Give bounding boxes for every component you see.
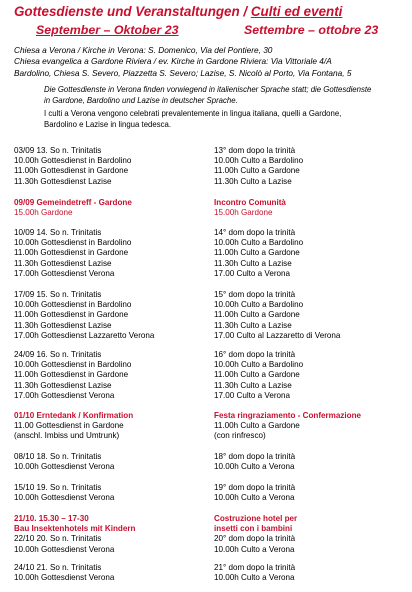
event-line: Bau Insektenhotels mit Kindern bbox=[14, 524, 136, 534]
event-line: 15.00h Gardone bbox=[14, 208, 73, 218]
language-note-german: Die Gottesdienste in Verona finden vorwiegend in italienischer Sprache statt; die Gottesdienste in Gardone, Bardolino und Lazise in deutscher Sprache. bbox=[44, 85, 372, 105]
event-line: 10.00h Gottesdienst Verona bbox=[14, 493, 115, 503]
event-line: 11.30h Gottesdienst Lazise bbox=[14, 258, 112, 268]
event-line: 10.00h Culto a Bardolino bbox=[214, 360, 304, 370]
event-line: 10.00h Culto a Bardolino bbox=[214, 238, 304, 248]
event-block bbox=[214, 411, 361, 442]
event-heading: 13° dom dopo la trinità bbox=[214, 146, 296, 155]
event-line: 11.00h Culto a Gardone bbox=[214, 166, 300, 176]
event-line: 11.00 Gottesdienst in Gardone bbox=[14, 421, 124, 431]
event-line: (con rinfresco) bbox=[214, 431, 266, 441]
event-heading: 03/09 13. So n. Trinitatis bbox=[14, 146, 102, 155]
event-line: 11.30h Culto a Lazise bbox=[214, 380, 292, 390]
event-heading: 17/09 15. So n. Trinitatis bbox=[14, 290, 102, 299]
event-line: 10.00h Gottesdienst in Bardolino bbox=[14, 238, 132, 248]
event-heading: 15/10 19. So n. Trinitatis bbox=[14, 483, 102, 492]
event-block bbox=[14, 228, 131, 279]
event-line: 11.00h Gottesdienst in Gardone bbox=[14, 248, 129, 258]
event-line: 10.00h Gottesdienst Verona bbox=[14, 573, 115, 583]
event-line: 17.00h Gottesdienst Lazzaretto Verona bbox=[14, 330, 155, 340]
event-line: 11.00h Gottesdienst in Gardone bbox=[14, 370, 129, 380]
subtitle-german: September – Oktober 23 bbox=[36, 23, 179, 37]
event-line: 10.00h Gottesdienst in Bardolino bbox=[14, 300, 132, 310]
event-line: 17.00h Gottesdienst Verona bbox=[14, 268, 115, 278]
title-part-german: Gottesdienste und Veranstaltungen / bbox=[14, 4, 251, 19]
event-heading: 15° dom dopo la trinità bbox=[214, 290, 296, 299]
event-line: 11.00h Gottesdienst in Gardone bbox=[14, 166, 129, 176]
event-heading: 08/10 18. So n. Trinitatis bbox=[14, 452, 102, 461]
event-line: 11.00h Culto a Gardone bbox=[214, 248, 300, 258]
event-heading: 24/10 21. So n. Trinitatis bbox=[14, 563, 102, 572]
subtitle-italian: Settembre – ottobre 23 bbox=[244, 23, 379, 37]
event-line: 10.00h Gottesdienst Verona bbox=[14, 544, 115, 554]
event-line: 10.00h Culto a Bardolino bbox=[214, 300, 304, 310]
event-line: (anschl. Imbiss und Umtrunk) bbox=[14, 431, 120, 441]
title-part-italian: Culti ed eventi bbox=[250, 4, 343, 19]
event-heading: 09/09 Gemeindetreff - Gardone bbox=[14, 198, 132, 207]
event-block bbox=[14, 483, 114, 503]
event-line: 11.30h Culto a Lazise bbox=[214, 320, 292, 330]
event-line: 10.00h Gottesdienst Verona bbox=[14, 462, 115, 472]
event-line: 11.30h Culto a Lazise bbox=[214, 258, 292, 268]
event-line: 11.00h Culto a Gardone bbox=[214, 370, 300, 380]
event-heading: 14° dom dopo la trinità bbox=[214, 228, 296, 237]
language-note-italian: I culti a Verona vengono celebrati prevalentemente in lingua italiana, quelli a Gardone, Bardolino e Lazise in lingua tedesca. bbox=[44, 109, 342, 129]
event-line: 10.00h Culto a Verona bbox=[214, 573, 295, 583]
event-heading: Incontro Comunità bbox=[214, 198, 286, 207]
event-line: 22/10 20. So n. Trinitatis bbox=[14, 534, 102, 544]
event-line: 17.00 Culto a Verona bbox=[214, 268, 291, 278]
event-line: 11.30h Gottesdienst Lazise bbox=[14, 176, 112, 186]
event-heading: 19° dom dopo la trinità bbox=[214, 483, 296, 492]
event-block bbox=[214, 452, 295, 472]
event-line: 11.30h Gottesdienst Lazise bbox=[14, 380, 112, 390]
event-line: 10.00h Culto a Verona bbox=[214, 462, 295, 472]
event-block bbox=[14, 198, 132, 218]
event-heading: 18° dom dopo la trinità bbox=[214, 452, 296, 461]
event-heading: 01/10 Erntedank / Konfirmation bbox=[14, 411, 134, 420]
event-line: 17.00 Culto al Lazzaretto di Verona bbox=[214, 330, 341, 340]
event-line: 10.00h Culto a Verona bbox=[214, 544, 295, 554]
event-line: 11.00h Gottesdienst in Gardone bbox=[14, 310, 129, 320]
event-block bbox=[214, 563, 295, 583]
event-line: 20° dom dopo la trinità bbox=[214, 534, 296, 544]
event-line: 11.30h Gottesdienst Lazise bbox=[14, 320, 112, 330]
event-line: 11.30h Culto a Lazise bbox=[214, 176, 292, 186]
event-line: 10.00h Gottesdienst in Bardolino bbox=[14, 360, 132, 370]
event-line: 15.00h Gardone bbox=[214, 208, 273, 218]
event-heading: 21/10. 15.30 – 17-30 bbox=[14, 514, 89, 523]
event-block bbox=[214, 514, 297, 555]
event-block bbox=[14, 411, 133, 442]
event-line: 10.00h Gottesdienst in Bardolino bbox=[14, 156, 132, 166]
event-block bbox=[14, 452, 114, 472]
event-block bbox=[214, 146, 303, 187]
event-block bbox=[14, 563, 114, 583]
page-title bbox=[14, 4, 406, 20]
event-line: 10.00h Culto a Verona bbox=[214, 493, 295, 503]
event-line: 10.00h Culto a Bardolino bbox=[214, 156, 304, 166]
event-line: 17.00 Culto a Verona bbox=[214, 390, 291, 400]
event-block bbox=[14, 290, 154, 341]
event-block bbox=[214, 483, 295, 503]
event-block bbox=[214, 290, 340, 341]
event-block bbox=[14, 514, 135, 555]
event-line: 17.00h Gottesdienst Verona bbox=[14, 390, 115, 400]
event-heading: 10/09 14. So n. Trinitatis bbox=[14, 228, 102, 237]
church-addresses bbox=[14, 45, 410, 79]
event-block bbox=[14, 146, 131, 187]
church-address-line: Chiesa a Verona / Kirche in Verona: S. Domenico, Via del Pontiere, 30 bbox=[14, 45, 273, 55]
event-heading: 16° dom dopo la trinità bbox=[214, 350, 296, 359]
event-line: insetti con i bambini bbox=[214, 524, 293, 534]
church-address-line: Chiesa evangelica a Gardone Riviera / ev. Kirche in Gardone Riviera: Via Vittoriale 4/A bbox=[14, 56, 332, 67]
event-block bbox=[14, 350, 131, 401]
event-block bbox=[214, 350, 303, 401]
event-line: 11.00h Culto a Gardone bbox=[214, 421, 300, 431]
event-heading: Festa ringraziamento - Confermazione bbox=[214, 411, 362, 420]
church-address-line: Bardolino, Chiesa S. Severo, Piazzetta S. Severo; Lazise, S. Nicolò al Porto, Via Fontana, 5 bbox=[14, 67, 352, 78]
event-heading: 24/09 16. So n. Trinitatis bbox=[14, 350, 102, 359]
event-heading: 21° dom dopo la trinità bbox=[214, 563, 296, 572]
event-block bbox=[214, 198, 286, 218]
event-heading: Costruzione hotel per bbox=[214, 514, 298, 523]
event-block bbox=[214, 228, 303, 279]
event-line: 11.00h Culto a Gardone bbox=[214, 310, 300, 320]
